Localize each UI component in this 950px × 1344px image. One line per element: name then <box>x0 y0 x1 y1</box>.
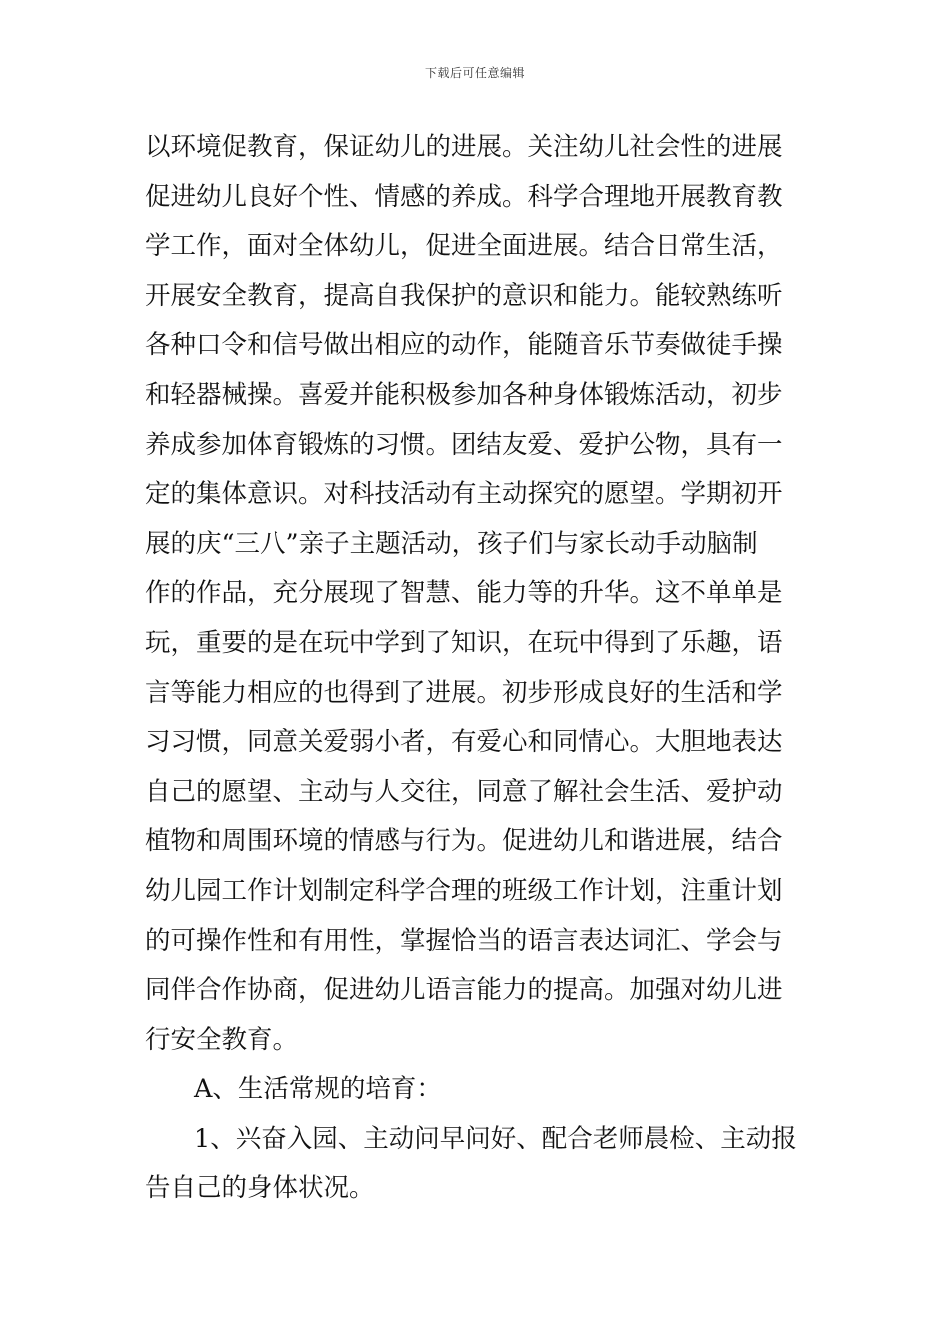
text-line: 习习惯，同意关爱弱小者，有爱心和同情心。大胆地表达 <box>145 727 783 758</box>
text-line: 言等能力相应的也得到了进展。初步形成良好的生活和学 <box>145 677 783 708</box>
text-line: 开展安全教育，提高自我保护的意识和能力。能较熟练听 <box>145 280 783 311</box>
text-line: 植物和周围环境的情感与行为。促进幼儿和谐进展，结合 <box>145 826 783 857</box>
text-line: 作的作品，充分展现了智慧、能力等的升华。这不单单是 <box>145 578 783 609</box>
text-line: 幼儿园工作计划制定科学合理的班级工作计划，注重计划 <box>145 875 783 906</box>
text-line: 和轻器械操。喜爱并能积极参加各种身体锻炼活动，初步 <box>145 379 783 410</box>
paragraph <box>145 123 810 1065</box>
text-line: 告自己的身体状况。 <box>145 1173 375 1204</box>
section-heading: A、生活常规的培育： <box>194 1074 442 1105</box>
text-line: 1、兴奋入园、主动问早问好、配合老师晨检、主动报 <box>194 1123 797 1154</box>
text-line: 促进幼儿良好个性、情感的养成。科学合理地开展教育教 <box>145 181 783 212</box>
page-header: 下载后可任意编辑 <box>424 66 525 80</box>
text-line: 学工作，面对全体幼儿，促进全面进展。结合日常生活， <box>145 231 783 262</box>
text-line: 养成参加体育锻炼的习惯。团结友爱、爱护公物，具有一 <box>145 429 783 460</box>
text-line: 玩，重要的是在玩中学到了知识，在玩中得到了乐趣，语 <box>145 627 783 658</box>
text-line: 同伴合作协商，促进幼儿语言能力的提高。加强对幼儿进 <box>145 975 783 1006</box>
text-line: 以环境促教育，保证幼儿的进展。关注幼儿社会性的进展 <box>145 132 783 162</box>
text-line: 自己的愿望、主动与人交往，同意了解社会生活、爱护动 <box>145 776 783 807</box>
text-line: 定的集体意识。对科技活动有主动探究的愿望。学期初开 <box>145 479 783 510</box>
text-line: 各种口令和信号做出相应的动作，能随音乐节奏做徒手操 <box>145 330 783 361</box>
list-item <box>145 1115 810 1214</box>
document-body <box>145 123 810 1214</box>
text-line: 行安全教育。 <box>145 1024 299 1055</box>
text-line: 的可操作性和有用性，掌握恰当的语言表达词汇、学会与 <box>145 925 783 956</box>
text-line: 展的庆“三八”亲子主题活动，孩子们与家长动手动脑制 <box>145 528 758 559</box>
